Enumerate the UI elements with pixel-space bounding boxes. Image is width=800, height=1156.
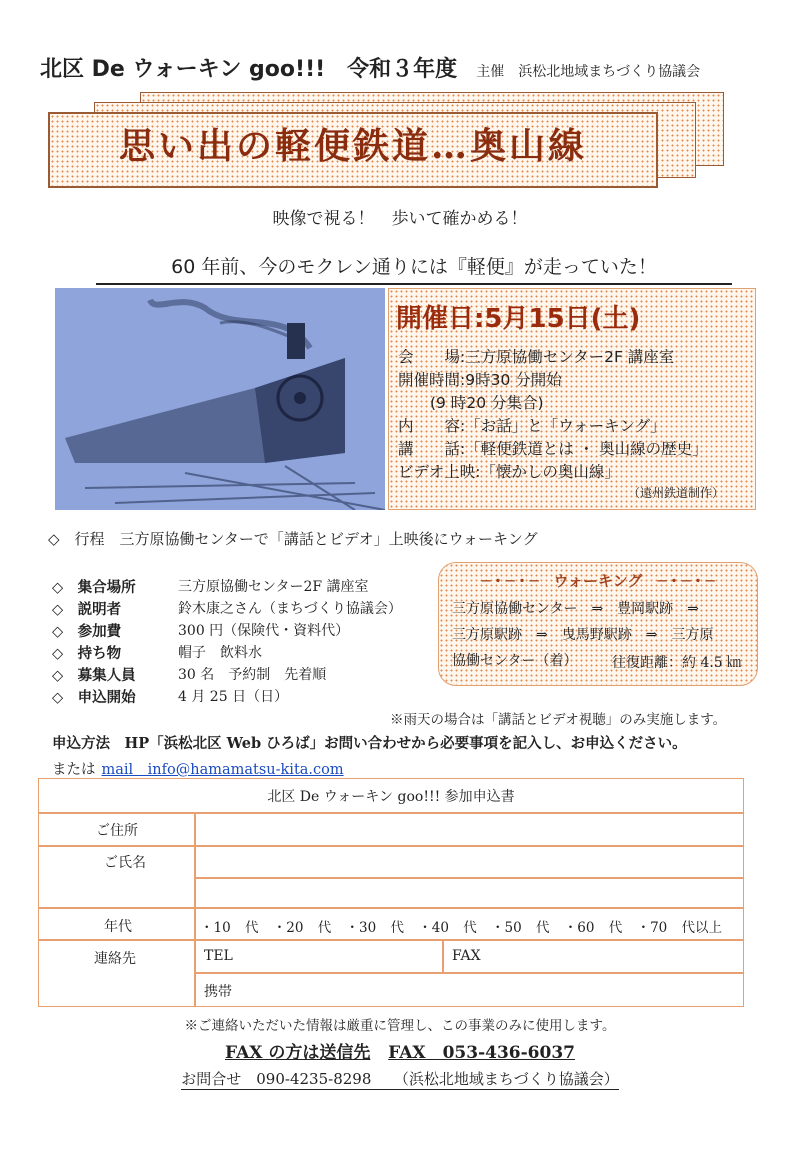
itinerary: ◇ 行程 三方原協働センターで「講話とビデオ」上映後にウォーキング (48, 530, 538, 548)
tel-field[interactable] (196, 941, 441, 971)
event-date: 開催日:5月15日(土) (396, 304, 641, 334)
tagline: 映像で視る！ 歩いて確かめる！ (272, 209, 528, 229)
detail-value-fee: 300 円（保険代・資料代） (178, 623, 350, 639)
apply-method: 申込方法 HP「浜松北区 Web ひろば」お問い合わせから必要事項を記入し、お申込ください。 (52, 735, 687, 752)
event-video: ビデオ上映:「懐かしの奥山線」 (398, 463, 620, 481)
event-lecture: 講 話:「軽便鉄道とは ・ 奥山線の歴史」 (398, 440, 708, 458)
event-time: 開催時間:9時30 分開始 (398, 371, 562, 389)
name-field[interactable] (196, 847, 742, 906)
walking-route-line1: 三方原協働センター ⇒ 豊岡駅跡 ⇒ (452, 601, 699, 617)
fax-label: FAX (452, 948, 481, 964)
contact-text: お問合せ 090-4235-8298 （浜松北地域まちづくり協議会） (181, 1070, 619, 1088)
event-series-title: 北区 De ウォーキン goo!!! 令和３年度 (40, 57, 458, 82)
detail-value-belongings: 帽子 飲料水 (178, 645, 262, 661)
mail-link[interactable]: mail info@hamamatsu-kita.com (101, 762, 344, 778)
train-illustration (55, 288, 385, 510)
form-divider (38, 907, 744, 909)
detail-label-apply-start: ◇ 申込開始 (52, 690, 136, 706)
banner-title: 思い出の軽便鉄道…奥山線 (118, 125, 587, 167)
event-assembly-time: (9 時20 分集合) (430, 394, 544, 412)
apply-mail-line (52, 758, 344, 779)
tel-label: TEL (204, 948, 233, 964)
detail-label-capacity: ◇ 募集人員 (52, 668, 136, 684)
detail-value-guide: 鈴木康之さん（まちづくり協議会） (178, 601, 402, 617)
walking-route-line3: 協働センター（着） (452, 653, 578, 669)
fax-field[interactable] (444, 941, 742, 971)
walking-title: ─・─・─ ウォーキング ─・─・─ (481, 572, 715, 590)
event-content: 内 容:「お話」と「ウォーキング」 (398, 417, 666, 435)
video-credit: （遠州鉄道制作） (628, 486, 725, 500)
rain-note: ※雨天の場合は「講話とビデオ視聴」のみ実施します。 (390, 712, 727, 728)
detail-value-apply-start: 4 月 25 日（日） (178, 689, 289, 705)
detail-label-guide: ◇ 説明者 (52, 602, 122, 618)
mobile-label: 携帯 (204, 984, 232, 1000)
fax-number: FAX 053-436-6037 (388, 1043, 575, 1063)
detail-label-belongings: ◇ 持ち物 (52, 646, 122, 662)
event-venue: 会 場:三方原協働センター2F 講座室 (398, 348, 675, 366)
detail-label-meeting-place: ◇ 集合場所 (52, 580, 136, 596)
walking-distance: 往復距離：約 4.5 ㎞ (612, 655, 742, 671)
name-label: ご氏名 (104, 855, 146, 871)
fax-left-text: FAX の方は送信先 (225, 1043, 371, 1063)
contact-info (0, 1068, 800, 1089)
organizer: 主催 浜松北地域まちづくり協議会 (476, 64, 701, 80)
contact-label: 連絡先 (94, 951, 136, 967)
privacy-note: ※ご連絡いただいた情報は厳重に管理し、この事業のみに使用します。 (184, 1018, 616, 1034)
detail-label-fee: ◇ 参加費 (52, 624, 122, 640)
form-title: 北区 De ウォーキン goo!!! 参加申込書 (267, 789, 515, 805)
address-field[interactable] (196, 814, 742, 844)
apply-or-text: または (52, 762, 96, 778)
walking-route-line2: 三方原駅跡 ⇒ 曳馬野駅跡 ⇒ 三方原 (452, 627, 714, 643)
detail-value-meeting-place: 三方原協働センター2F 講座室 (178, 579, 369, 595)
fax-info (0, 1038, 800, 1063)
age-options[interactable]: ・10 代 ・20 代 ・30 代 ・40 代 ・50 代 ・60 代 ・70 代以上 (200, 920, 723, 936)
detail-value-capacity: 30 名 予約制 先着順 (178, 667, 327, 683)
subheadline: 60 年前、今のモクレン通りには『軽便』が走っていた！ (96, 252, 732, 285)
address-label: ご住所 (96, 823, 138, 839)
age-label: 年代 (104, 919, 132, 935)
header (40, 52, 780, 83)
mobile-field[interactable] (196, 974, 742, 1005)
steam-train-drawing (55, 288, 385, 510)
